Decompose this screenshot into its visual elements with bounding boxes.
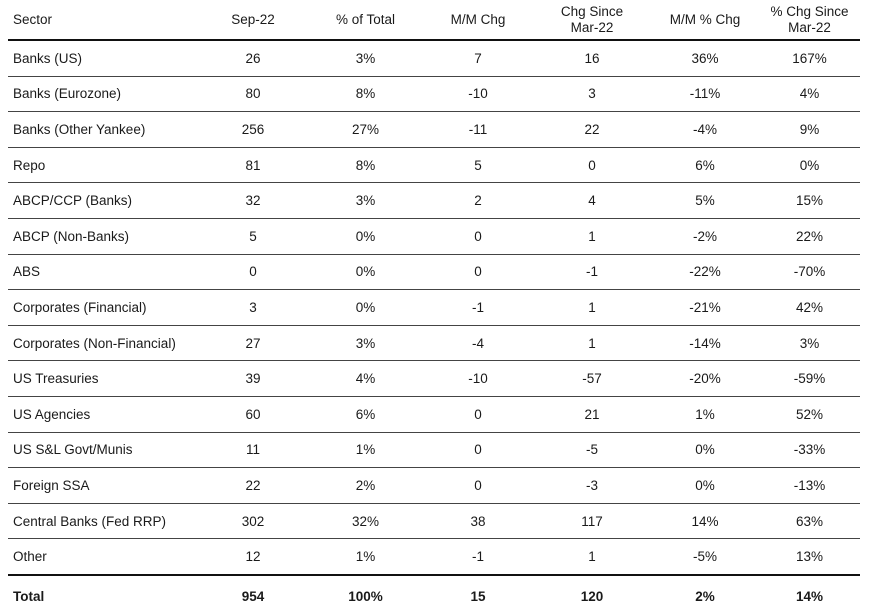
cell-mm-pct-chg: 0%	[651, 468, 759, 504]
table-row	[8, 40, 860, 76]
cell-pct-chg-since-mar-22: 0%	[759, 147, 860, 183]
cell-mm-pct-chg: 36%	[651, 40, 759, 76]
cell-sep-22: 39	[198, 361, 308, 397]
cell-mm-chg: 7	[423, 40, 533, 76]
cell-pct-chg-since-mar-22: 15%	[759, 183, 860, 219]
table-row	[8, 468, 860, 504]
cell-mm-chg: 38	[423, 503, 533, 539]
cell-pct-chg-since-mar-22: -70%	[759, 254, 860, 290]
table-row	[8, 325, 860, 361]
cell-sector: ABCP/CCP (Banks)	[8, 183, 198, 219]
table-row	[8, 396, 860, 432]
cell-mm-chg: -1	[423, 539, 533, 575]
cell-mm-chg: 0	[423, 254, 533, 290]
total-cell-mm-pct-chg: 2%	[695, 588, 715, 604]
cell-pct-of-total: 3%	[308, 325, 423, 361]
column-header-pct-of-total: % of Total	[308, 0, 423, 40]
column-header-mm-pct-chg: M/M % Chg	[651, 0, 759, 40]
cell-sector: US Treasuries	[8, 361, 198, 397]
cell-pct-of-total: 1%	[308, 539, 423, 575]
cell-sep-22: 256	[198, 112, 308, 148]
cell-pct-of-total: 32%	[308, 503, 423, 539]
cell-pct-of-total: 0%	[308, 290, 423, 326]
cell-sep-22: 60	[198, 396, 308, 432]
cell-pct-of-total: 8%	[308, 147, 423, 183]
table-row	[8, 76, 860, 112]
cell-mm-chg: -4	[423, 325, 533, 361]
cell-sep-22: 26	[198, 40, 308, 76]
cell-sector: Banks (US)	[8, 40, 198, 76]
cell-pct-chg-since-mar-22: 42%	[759, 290, 860, 326]
column-header-sector: Sector	[8, 0, 198, 40]
cell-sep-22: 32	[198, 183, 308, 219]
cell-pct-chg-since-mar-22: -59%	[759, 361, 860, 397]
cell-chg-since-mar-22: -1	[533, 254, 651, 290]
column-header-mm-chg: M/M Chg	[423, 0, 533, 40]
cell-pct-of-total: 6%	[308, 396, 423, 432]
cell-chg-since-mar-22: -3	[533, 468, 651, 504]
cell-mm-chg: 2	[423, 183, 533, 219]
column-header-sep-22: Sep-22	[198, 0, 308, 40]
table-footer	[8, 575, 860, 615]
table-row	[8, 539, 860, 575]
cell-chg-since-mar-22: 1	[533, 218, 651, 254]
cell-pct-chg-since-mar-22: 167%	[759, 40, 860, 76]
total-cell-mm-chg: 15	[470, 588, 486, 604]
cell-mm-pct-chg: -21%	[651, 290, 759, 326]
cell-mm-chg: 5	[423, 147, 533, 183]
table-body	[8, 40, 860, 575]
cell-pct-of-total: 27%	[308, 112, 423, 148]
cell-mm-pct-chg: 0%	[651, 432, 759, 468]
cell-chg-since-mar-22: 21	[533, 396, 651, 432]
table-row	[8, 432, 860, 468]
cell-sep-22: 22	[198, 468, 308, 504]
table-row	[8, 112, 860, 148]
cell-sep-22: 80	[198, 76, 308, 112]
cell-mm-pct-chg: 1%	[651, 396, 759, 432]
cell-sector: Banks (Eurozone)	[8, 76, 198, 112]
table-row	[8, 290, 860, 326]
cell-sector: Central Banks (Fed RRP)	[8, 503, 198, 539]
cell-sep-22: 3	[198, 290, 308, 326]
table-row	[8, 218, 860, 254]
cell-mm-chg: -1	[423, 290, 533, 326]
cell-sector: Other	[8, 539, 198, 575]
cell-mm-chg: -10	[423, 76, 533, 112]
cell-sector: ABS	[8, 254, 198, 290]
cell-pct-chg-since-mar-22: -13%	[759, 468, 860, 504]
cell-pct-of-total: 3%	[308, 40, 423, 76]
cell-chg-since-mar-22: 1	[533, 539, 651, 575]
cell-pct-of-total: 3%	[308, 183, 423, 219]
cell-pct-of-total: 8%	[308, 76, 423, 112]
column-header-pct-chg-since-mar-22: % Chg Since Mar-22	[759, 0, 860, 40]
cell-sector: Banks (Other Yankee)	[8, 112, 198, 148]
total-cell-sector: Total	[13, 588, 45, 604]
total-row	[8, 575, 860, 615]
total-cell-chg-since-mar-22: 120	[580, 588, 604, 604]
cell-chg-since-mar-22: 16	[533, 40, 651, 76]
cell-sector: US Agencies	[8, 396, 198, 432]
cell-chg-since-mar-22: -57	[533, 361, 651, 397]
cell-sector: ABCP (Non-Banks)	[8, 218, 198, 254]
cell-pct-chg-since-mar-22: 13%	[759, 539, 860, 575]
cell-mm-pct-chg: -5%	[651, 539, 759, 575]
cell-mm-pct-chg: -11%	[651, 76, 759, 112]
table-row	[8, 183, 860, 219]
header-row	[8, 0, 860, 40]
cell-pct-of-total: 1%	[308, 432, 423, 468]
cell-chg-since-mar-22: 1	[533, 325, 651, 361]
cell-mm-chg: -10	[423, 361, 533, 397]
cell-sector: US S&L Govt/Munis	[8, 432, 198, 468]
cell-mm-chg: 0	[423, 432, 533, 468]
cell-sep-22: 0	[198, 254, 308, 290]
cell-sep-22: 5	[198, 218, 308, 254]
cell-mm-chg: 0	[423, 218, 533, 254]
cell-chg-since-mar-22: 0	[533, 147, 651, 183]
cell-pct-of-total: 0%	[308, 218, 423, 254]
cell-pct-chg-since-mar-22: -33%	[759, 432, 860, 468]
table-row	[8, 361, 860, 397]
table-row	[8, 254, 860, 290]
cell-chg-since-mar-22: 117	[533, 503, 651, 539]
cell-mm-pct-chg: -14%	[651, 325, 759, 361]
cell-sector: Corporates (Financial)	[8, 290, 198, 326]
table-row	[8, 147, 860, 183]
cell-sector: Corporates (Non-Financial)	[8, 325, 198, 361]
cell-sector: Foreign SSA	[8, 468, 198, 504]
cell-mm-chg: 0	[423, 396, 533, 432]
cell-pct-chg-since-mar-22: 63%	[759, 503, 860, 539]
cell-sector: Repo	[8, 147, 198, 183]
sector-table	[8, 0, 860, 615]
cell-pct-chg-since-mar-22: 22%	[759, 218, 860, 254]
cell-sep-22: 12	[198, 539, 308, 575]
cell-pct-of-total: 4%	[308, 361, 423, 397]
cell-pct-chg-since-mar-22: 4%	[759, 76, 860, 112]
total-cell-pct-chg-since-mar-22: 14%	[795, 588, 824, 604]
table-row	[8, 503, 860, 539]
cell-pct-chg-since-mar-22: 52%	[759, 396, 860, 432]
cell-mm-pct-chg: -22%	[651, 254, 759, 290]
cell-mm-pct-chg: 5%	[651, 183, 759, 219]
cell-mm-chg: 0	[423, 468, 533, 504]
cell-chg-since-mar-22: 22	[533, 112, 651, 148]
cell-sep-22: 302	[198, 503, 308, 539]
cell-mm-pct-chg: -4%	[651, 112, 759, 148]
total-cell-sep-22: 954	[241, 588, 265, 604]
cell-chg-since-mar-22: -5	[533, 432, 651, 468]
cell-mm-pct-chg: -20%	[651, 361, 759, 397]
cell-sep-22: 11	[198, 432, 308, 468]
cell-mm-pct-chg: 6%	[651, 147, 759, 183]
cell-mm-pct-chg: -2%	[651, 218, 759, 254]
total-cell-pct-of-total: 100%	[348, 588, 383, 604]
cell-chg-since-mar-22: 1	[533, 290, 651, 326]
cell-chg-since-mar-22: 3	[533, 76, 651, 112]
table-header	[8, 0, 860, 40]
cell-pct-of-total: 0%	[308, 254, 423, 290]
cell-sep-22: 81	[198, 147, 308, 183]
cell-mm-chg: -11	[423, 112, 533, 148]
cell-pct-chg-since-mar-22: 9%	[759, 112, 860, 148]
column-header-chg-since-mar-22: Chg Since Mar-22	[533, 0, 651, 40]
cell-pct-of-total: 2%	[308, 468, 423, 504]
cell-chg-since-mar-22: 4	[533, 183, 651, 219]
cell-mm-pct-chg: 14%	[651, 503, 759, 539]
cell-pct-chg-since-mar-22: 3%	[759, 325, 860, 361]
cell-sep-22: 27	[198, 325, 308, 361]
